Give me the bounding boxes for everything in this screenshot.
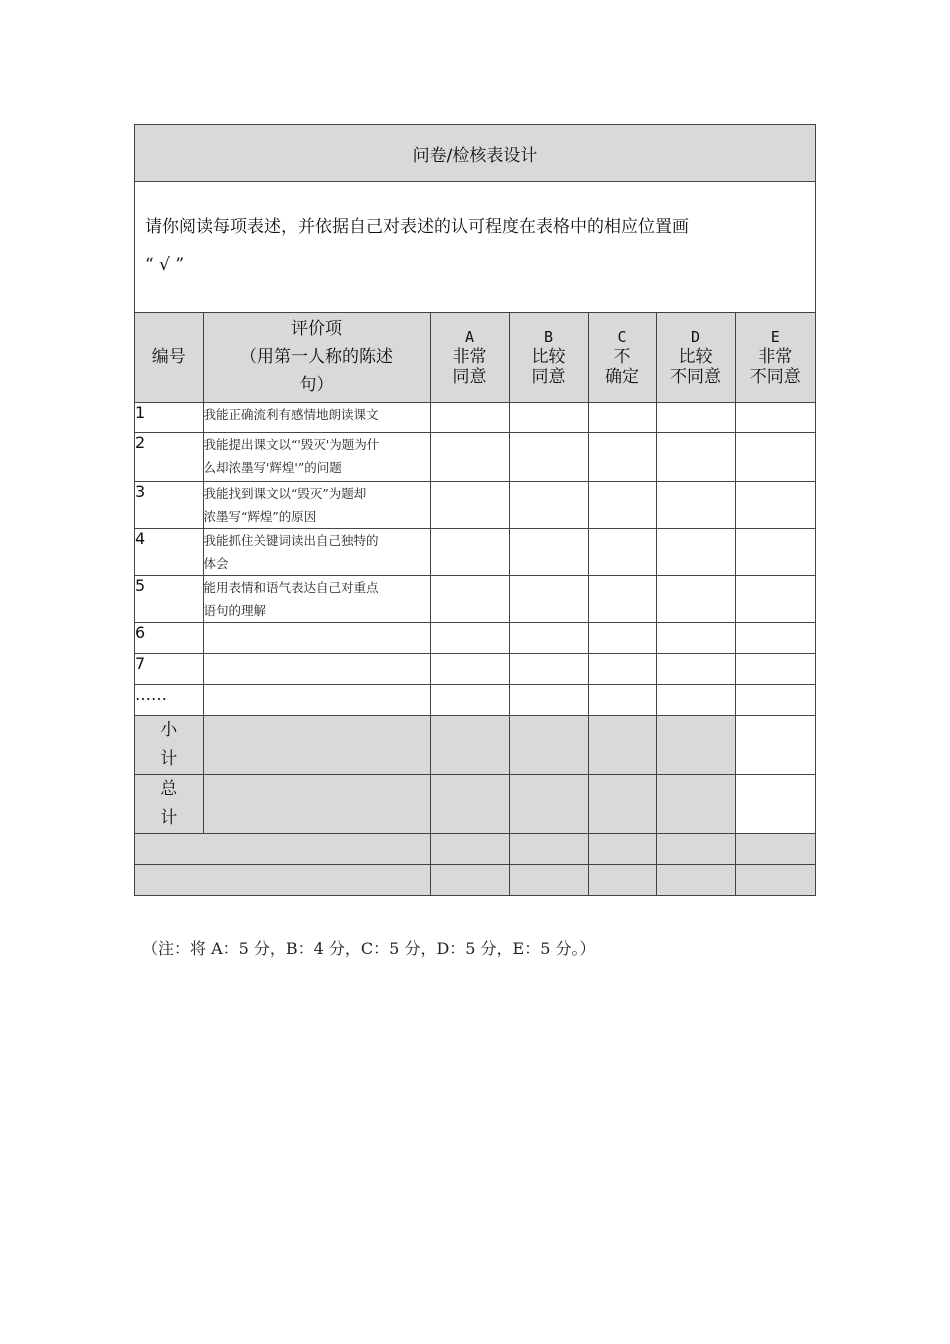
table-row: [135, 653, 815, 684]
choice-cell-c[interactable]: [588, 432, 656, 481]
header-option-c: C 不 确定: [588, 313, 656, 402]
header-number: 编号: [135, 313, 203, 402]
row-statement: 我能正确流利有感情地朗读课文: [203, 402, 430, 432]
choice-cell-c[interactable]: [588, 575, 656, 622]
footer-row: [135, 833, 815, 864]
choice-cell-e[interactable]: [735, 622, 815, 653]
choice-cell-d[interactable]: [656, 575, 735, 622]
choice-cell-b[interactable]: [509, 575, 588, 622]
choice-cell-d[interactable]: [656, 432, 735, 481]
choice-cell-a[interactable]: [430, 575, 509, 622]
footer-label-cell: [135, 833, 430, 864]
table-row: [135, 575, 815, 622]
footer-label-cell: [135, 864, 430, 895]
header-item-line-2: （用第一人称的陈述: [240, 347, 393, 368]
subtotal-row: [135, 715, 815, 774]
choice-cell-e[interactable]: [735, 528, 815, 575]
footer-cell-b: [509, 864, 588, 895]
sheet-title-text: 问卷/检核表设计: [412, 145, 538, 166]
footer-cell-e: [735, 833, 815, 864]
row-number: 3: [135, 481, 203, 528]
header-option-b: B 比较 同意: [509, 313, 588, 402]
header-option-e: E 非常 不同意: [735, 313, 815, 402]
choice-cell-c[interactable]: [588, 622, 656, 653]
footer-cell-c: [588, 864, 656, 895]
choice-cell-d[interactable]: [656, 684, 735, 715]
evaluation-table: [135, 313, 815, 895]
choice-cell-a[interactable]: [430, 432, 509, 481]
row-statement: 我能找到课文以“毁灭”为题却 浓墨写“辉煌”的原因: [203, 481, 430, 528]
row-number: 4: [135, 528, 203, 575]
subtotal-cell-d[interactable]: [656, 715, 735, 774]
instruction-line-2: “ √ ”: [145, 255, 185, 275]
table-row: [135, 432, 815, 481]
row-number: 1: [135, 402, 203, 432]
choice-cell-d[interactable]: [656, 481, 735, 528]
table-row: [135, 622, 815, 653]
footer-row: [135, 864, 815, 895]
instructions: [135, 182, 815, 313]
subtotal-cell-b[interactable]: [509, 715, 588, 774]
scoring-note: （注：将 A：5 分，B：4 分，C：5 分，D：5 分，E：5 分。）: [142, 939, 596, 958]
choice-cell-c[interactable]: [588, 528, 656, 575]
choice-cell-c[interactable]: [588, 653, 656, 684]
header-option-d: D 比较 不同意: [656, 313, 735, 402]
table-row: [135, 402, 815, 432]
header-item-line-3: 句）: [299, 375, 334, 396]
choice-cell-e[interactable]: [735, 653, 815, 684]
choice-cell-e[interactable]: [735, 481, 815, 528]
header-option-a: A 非常 同意: [430, 313, 509, 402]
total-cell-c[interactable]: [588, 774, 656, 833]
row-statement: 能用表情和语气表达自己对重点 语句的理解: [203, 575, 430, 622]
footer-cell-a: [430, 833, 509, 864]
total-cell-b[interactable]: [509, 774, 588, 833]
instruction-line-1: 请你阅读每项表述，并依据自己对表述的认可程度在表格中的相应位置画: [145, 217, 689, 237]
choice-cell-b[interactable]: [509, 481, 588, 528]
footer-cell-d: [656, 864, 735, 895]
row-number: 6: [135, 622, 203, 653]
choice-cell-d[interactable]: [656, 402, 735, 432]
row-statement: 我能抓住关键词读出自己独特的 体会: [203, 528, 430, 575]
footer-cell-d: [656, 833, 735, 864]
total-cell-d[interactable]: [656, 774, 735, 833]
footer-cell-b: [509, 833, 588, 864]
choice-cell-b[interactable]: [509, 653, 588, 684]
table-row: [135, 528, 815, 575]
total-cell-e[interactable]: [735, 774, 815, 833]
footer-cell-c: [588, 833, 656, 864]
choice-cell-a[interactable]: [430, 684, 509, 715]
choice-cell-e[interactable]: [735, 575, 815, 622]
row-statement[interactable]: [203, 653, 430, 684]
choice-cell-b[interactable]: [509, 622, 588, 653]
choice-cell-e[interactable]: [735, 402, 815, 432]
subtotal-cell-a[interactable]: [430, 715, 509, 774]
choice-cell-a[interactable]: [430, 402, 509, 432]
sheet-title: [135, 125, 815, 182]
choice-cell-c[interactable]: [588, 684, 656, 715]
subtotal-blank: [203, 715, 430, 774]
footer-cell-e: [735, 864, 815, 895]
row-number: 5: [135, 575, 203, 622]
choice-cell-d[interactable]: [656, 653, 735, 684]
total-label: 总 计: [135, 774, 203, 833]
total-cell-a[interactable]: [430, 774, 509, 833]
choice-cell-a[interactable]: [430, 481, 509, 528]
choice-cell-b[interactable]: [509, 432, 588, 481]
row-statement[interactable]: [203, 622, 430, 653]
total-blank: [203, 774, 430, 833]
choice-cell-a[interactable]: [430, 528, 509, 575]
choice-cell-d[interactable]: [656, 622, 735, 653]
choice-cell-e[interactable]: [735, 684, 815, 715]
subtotal-cell-c[interactable]: [588, 715, 656, 774]
row-number: 7: [135, 653, 203, 684]
choice-cell-e[interactable]: [735, 432, 815, 481]
choice-cell-b[interactable]: [509, 402, 588, 432]
row-statement: 我能提出课文以“'毁灭'为题为什 么却浓墨写'辉煌'”的问题: [203, 432, 430, 481]
total-row: [135, 774, 815, 833]
header-item: [203, 313, 430, 402]
choice-cell-b[interactable]: [509, 528, 588, 575]
choice-cell-d[interactable]: [656, 528, 735, 575]
header-item-line-1: 评价项: [291, 319, 342, 340]
header-row: [135, 313, 815, 402]
questionnaire-sheet: [134, 124, 816, 896]
choice-cell-a[interactable]: [430, 622, 509, 653]
row-statement[interactable]: [203, 684, 430, 715]
footer-cell-a: [430, 864, 509, 895]
subtotal-label: 小 计: [135, 715, 203, 774]
choice-cell-c[interactable]: [588, 402, 656, 432]
table-row: [135, 481, 815, 528]
row-number: ……: [135, 684, 203, 715]
choice-cell-a[interactable]: [430, 653, 509, 684]
table-row: [135, 684, 815, 715]
choice-cell-c[interactable]: [588, 481, 656, 528]
choice-cell-b[interactable]: [509, 684, 588, 715]
subtotal-cell-e[interactable]: [735, 715, 815, 774]
row-number: 2: [135, 432, 203, 481]
